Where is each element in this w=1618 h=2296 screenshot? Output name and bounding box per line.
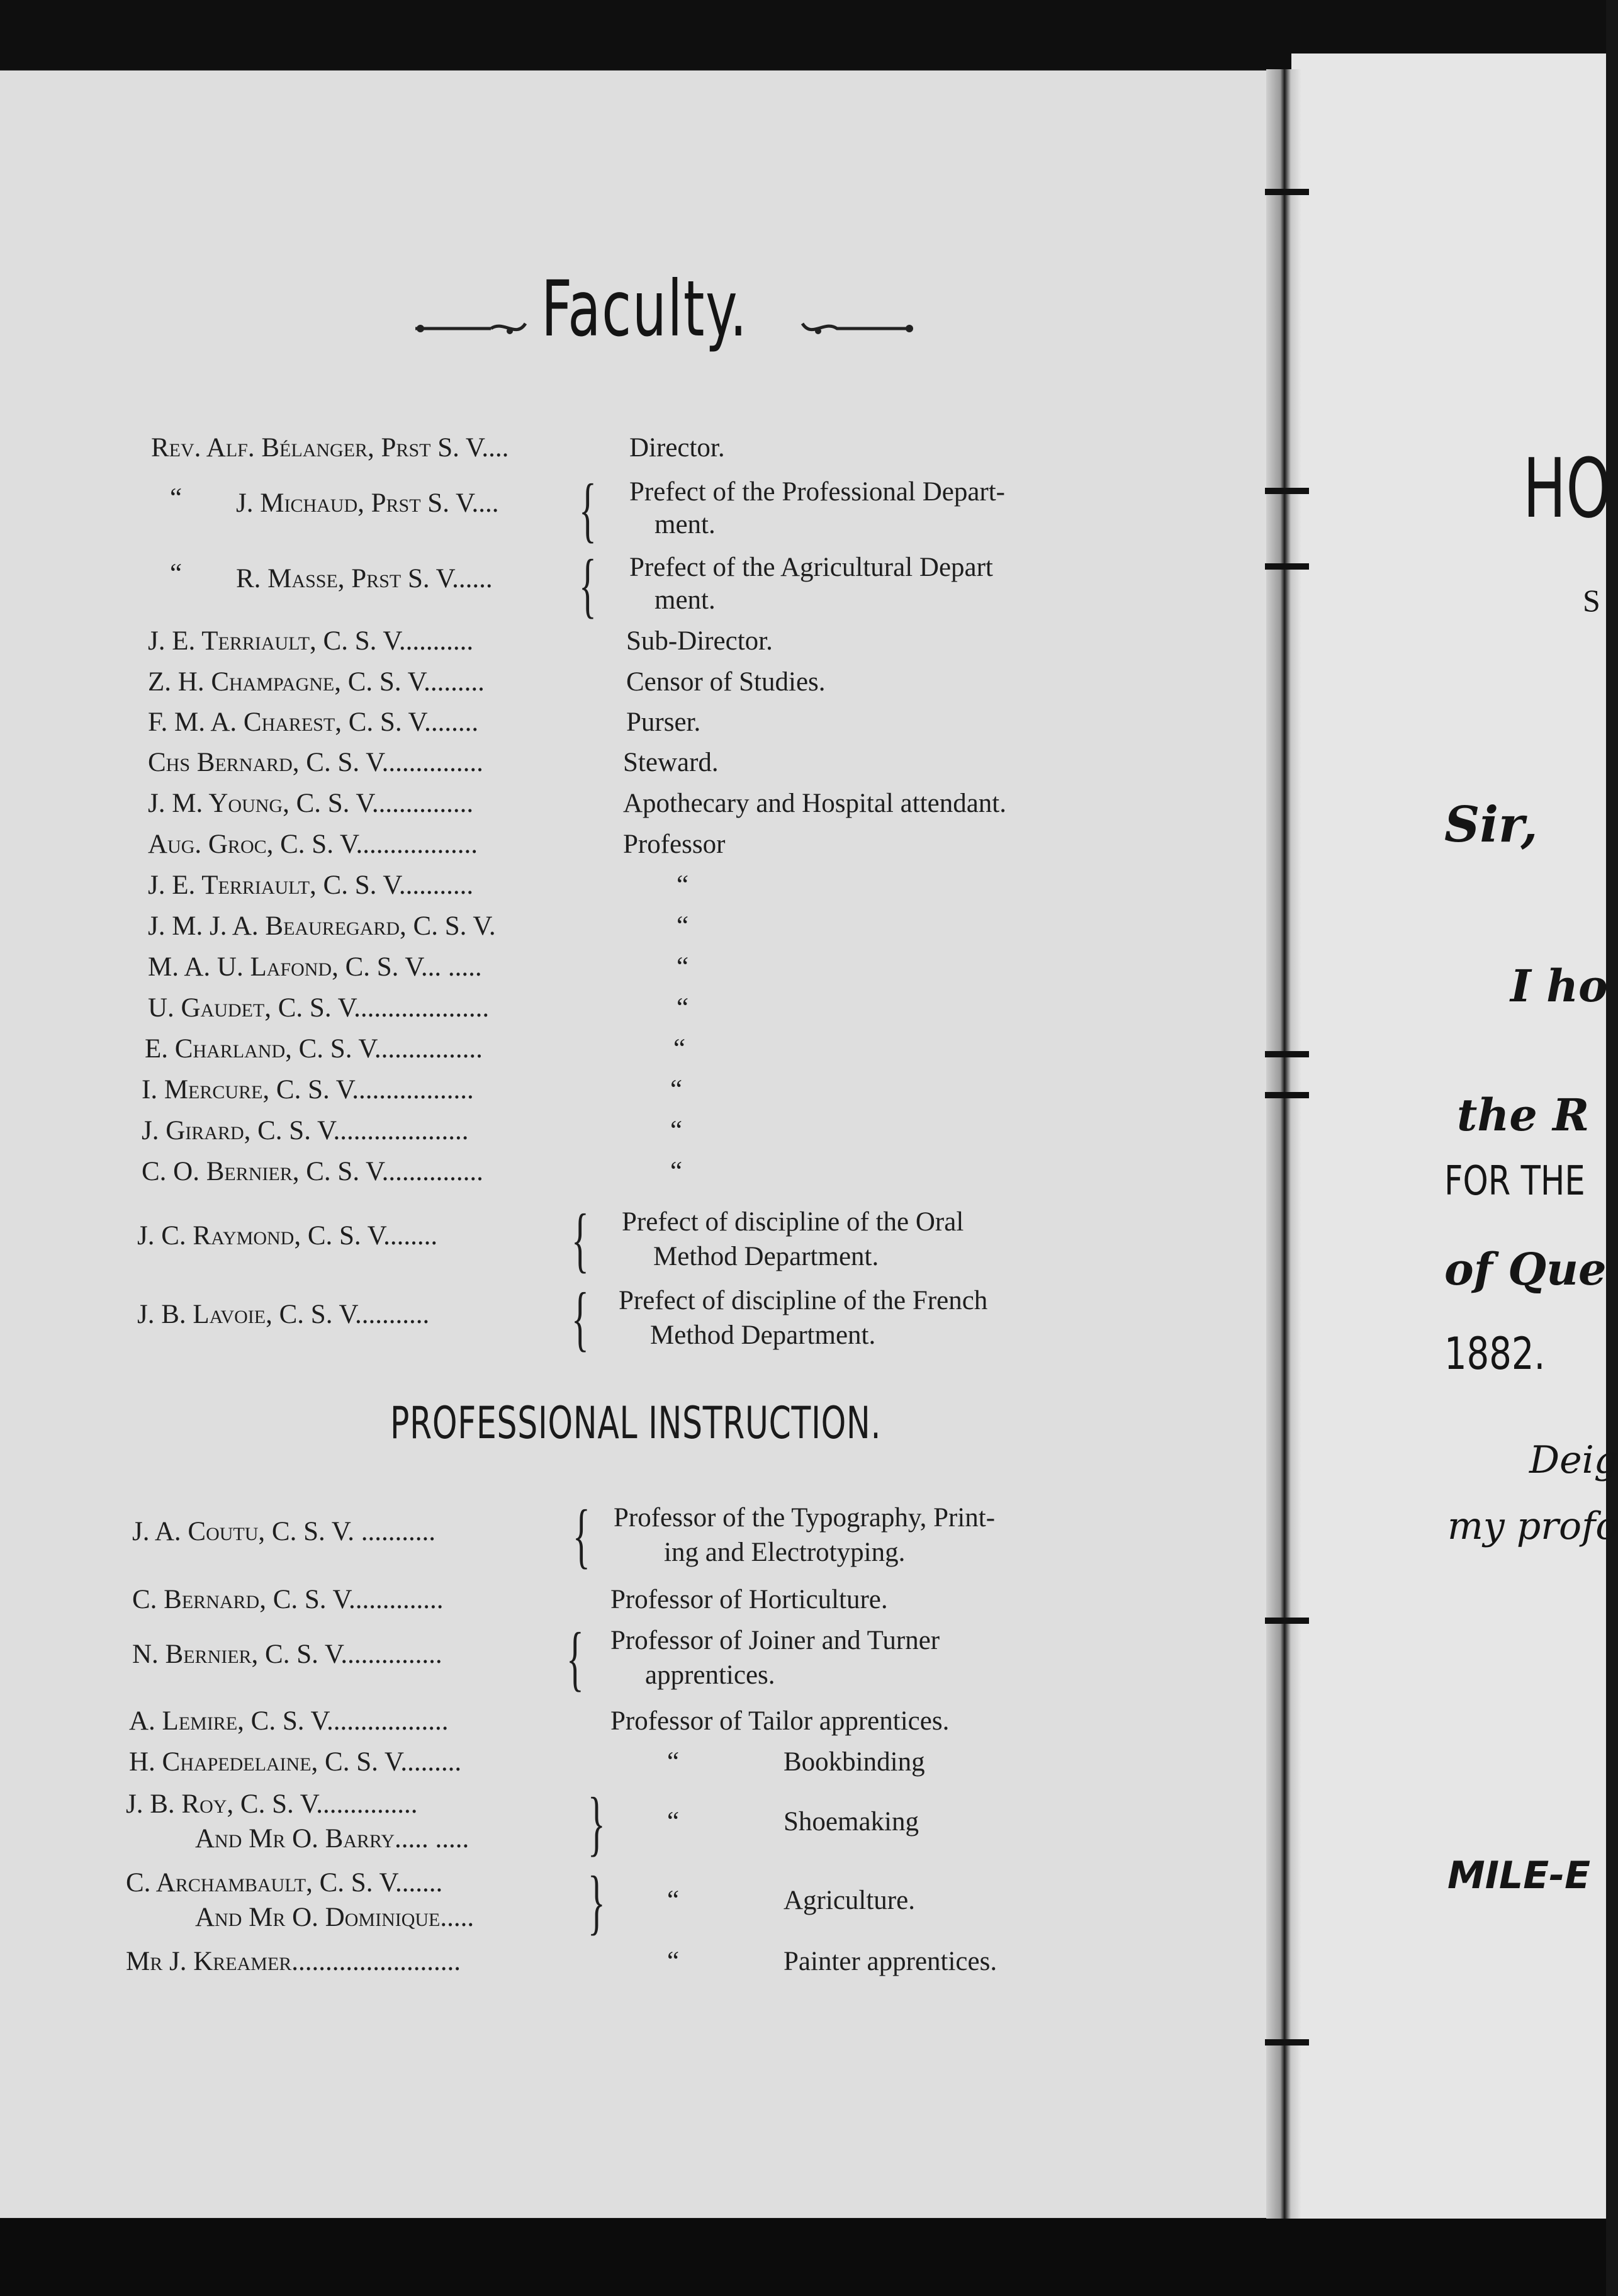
binding-stitch: [1265, 189, 1309, 195]
faculty-heading: [415, 264, 919, 378]
binding-stitch: [1265, 488, 1309, 494]
binding-stitch: [1265, 2039, 1309, 2046]
right-page-heading: HO: [1523, 441, 1612, 536]
professional-heading: PROFESSIONAL INSTRUCTION.: [390, 1397, 882, 1449]
letter-place: MILE-E: [1447, 1854, 1591, 1898]
scan-border-bottom: [0, 2219, 1606, 2296]
letter-line: my profo: [1447, 1504, 1618, 1548]
binding-stitch: [1265, 1618, 1309, 1624]
binding-stitch: [1265, 563, 1309, 570]
book-gutter: [1266, 69, 1301, 2219]
letter-line: the R: [1457, 1089, 1590, 1141]
letter-line: FOR THE: [1444, 1158, 1585, 1205]
letter-line: I ho: [1510, 960, 1608, 1012]
letter-line: Deig: [1529, 1438, 1618, 1482]
right-page-subheading: S: [1583, 583, 1600, 618]
letter-line: of Que: [1444, 1243, 1607, 1295]
binding-stitch: [1265, 1092, 1309, 1098]
salutation: Sir,: [1444, 796, 1538, 853]
right-flourish-icon: [793, 320, 919, 326]
page-title: Faculty.: [541, 264, 748, 354]
binding-stitch: [1265, 1051, 1309, 1057]
left-flourish-icon: [415, 320, 535, 326]
letter-year: 1882.: [1444, 1328, 1546, 1380]
